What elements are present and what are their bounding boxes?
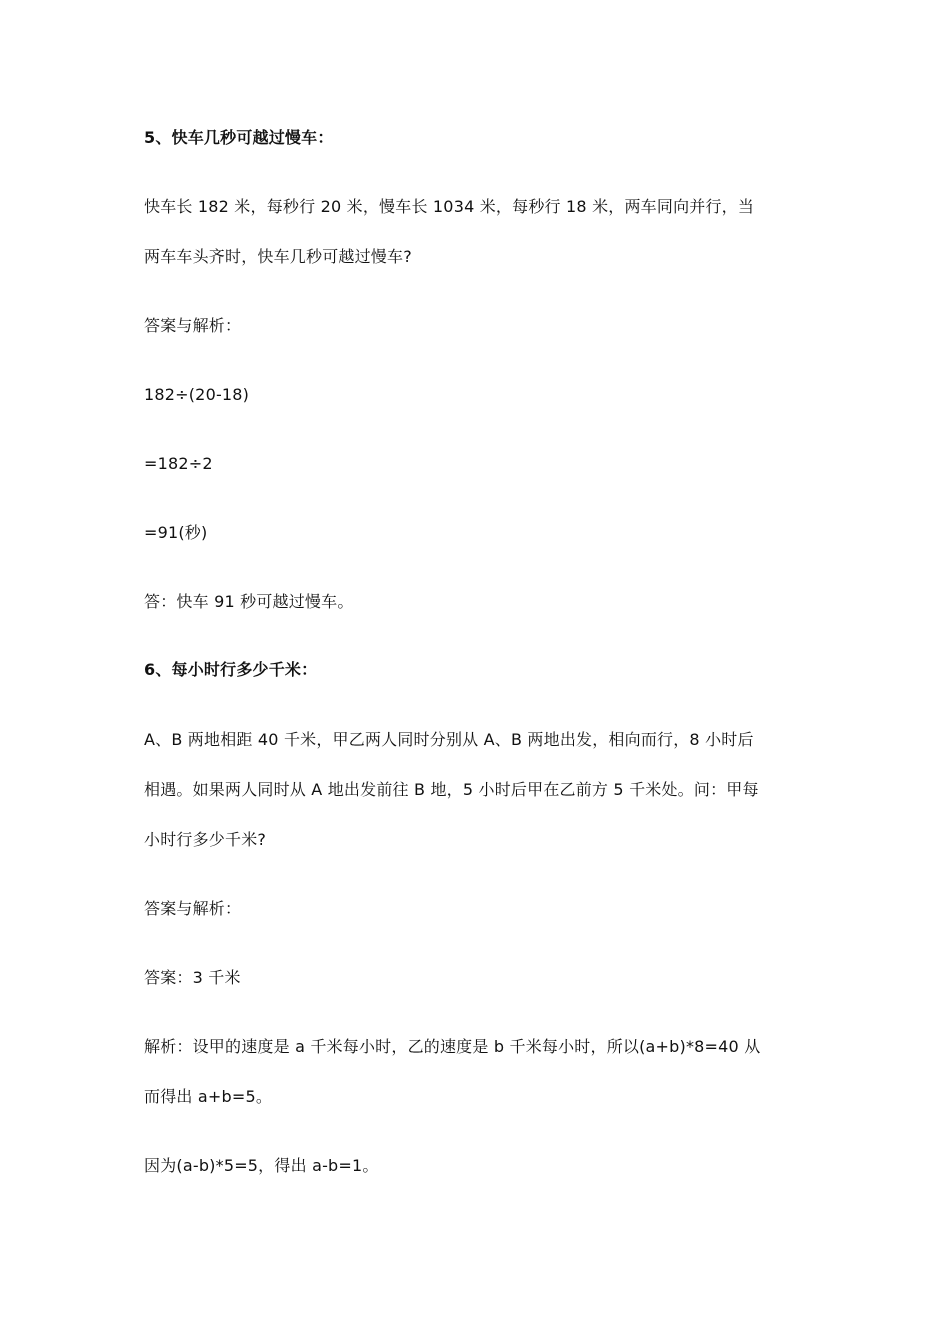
section-5-question-line-2: 两车车头齐时，快车几秒可越过慢车? bbox=[144, 247, 412, 266]
section-6-analysis-line-3: 因为(a-b)*5=5，得出 a-b=1。 bbox=[144, 1156, 379, 1175]
section-6-question-line-2: 相遇。如果两人同时从 A 地出发前往 B 地，5 小时后甲在乙前方 5 千米处。问：甲每 bbox=[144, 780, 759, 799]
section-6-analysis-line-2: 而得出 a+b=5。 bbox=[144, 1087, 273, 1106]
section-5-question-line-1: 快车长 182 米，每秒行 20 米，慢车长 1034 米，每秒行 18 米，两车同向并行，当 bbox=[144, 197, 755, 216]
section-5-step-2: =182÷2 bbox=[144, 454, 213, 473]
section-6-answer-label: 答案与解析： bbox=[144, 899, 242, 918]
section-6-heading: 6、每小时行多少千米： bbox=[144, 660, 318, 679]
section-5-step-3: =91(秒) bbox=[144, 523, 208, 542]
section-6-question-line-1: A、B 两地相距 40 千米，甲乙两人同时分别从 A、B 两地出发，相向而行，8 小时后 bbox=[144, 730, 754, 749]
section-6-question-line-3: 小时行多少千米? bbox=[144, 830, 267, 849]
section-5-step-1: 182÷(20-18) bbox=[144, 385, 250, 404]
section-5-answer-label: 答案与解析： bbox=[144, 316, 242, 335]
section-5-conclusion: 答：快车 91 秒可越过慢车。 bbox=[144, 592, 354, 611]
section-6-analysis-line-1: 解析：设甲的速度是 a 千米每小时，乙的速度是 b 千米每小时，所以(a+b)*8=40 从 bbox=[144, 1037, 761, 1056]
section-6-answer: 答案：3 千米 bbox=[144, 968, 241, 987]
section-5-heading: 5、快车几秒可越过慢车： bbox=[144, 128, 334, 147]
